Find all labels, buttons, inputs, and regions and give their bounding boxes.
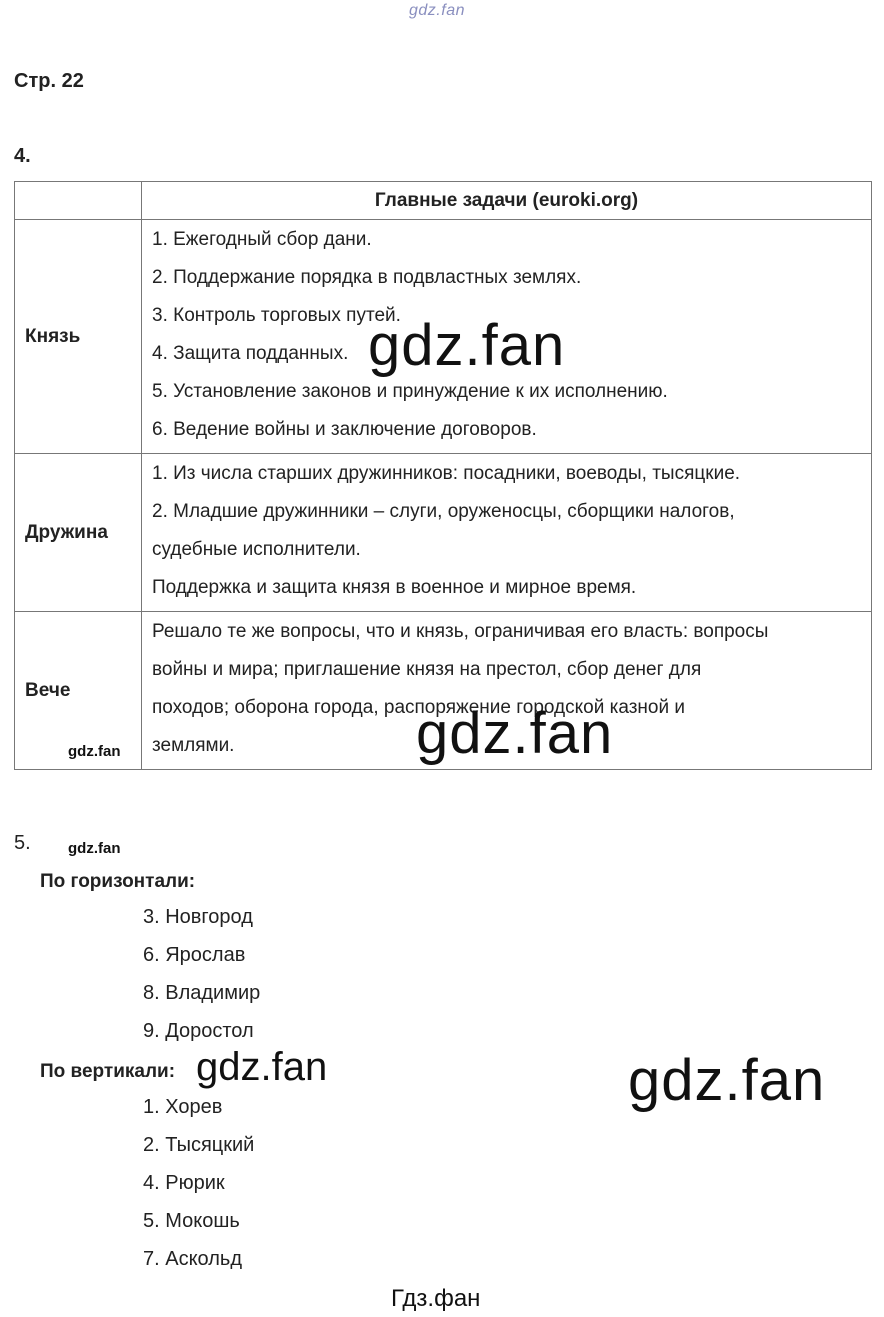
watermark-small: gdz.fan bbox=[68, 840, 121, 857]
watermark-medium: gdz.fan bbox=[196, 1045, 328, 1089]
footer-watermark: Гдз.фан bbox=[391, 1285, 481, 1312]
header-main-tasks: Главные задачи (euroki.org) bbox=[142, 182, 872, 220]
table-line: Поддержка и защита князя в военное и мирное время. bbox=[152, 577, 637, 598]
table-line: 5. Установление законов и принуждение к их исполнению. bbox=[152, 381, 668, 402]
table-line: 6. Ведение войны и заключение договоров. bbox=[152, 419, 537, 440]
table-line: 4. Защита подданных. bbox=[152, 343, 349, 364]
crossword-answer: 6. Ярослав bbox=[143, 944, 246, 966]
watermark-large: gdz.fan bbox=[368, 313, 566, 378]
tasks-table bbox=[14, 181, 872, 770]
task-4-number: 4. bbox=[14, 145, 31, 167]
watermark-small: gdz.fan bbox=[68, 743, 121, 760]
page-reference: Стр. 22 bbox=[14, 70, 84, 92]
crossword-answer: 8. Владимир bbox=[143, 982, 261, 1004]
watermark-top: gdz.fan bbox=[409, 2, 465, 19]
row-label-druzhina: Дружина bbox=[15, 454, 142, 612]
table-line: 1. Из числа старших дружинников: посадники, воеводы, тысяцкие. bbox=[152, 463, 741, 484]
table-line: Решало те же вопросы, что и князь, ограничивая его власть: вопросы bbox=[152, 621, 769, 642]
table-row-druzhina bbox=[15, 454, 872, 612]
crossword-answer: 7. Аскольд bbox=[143, 1248, 242, 1270]
horizontal-heading: По горизонтали: bbox=[40, 871, 196, 892]
task-5-number: 5. bbox=[14, 832, 31, 854]
table-line: 1. Ежегодный сбор дани. bbox=[152, 229, 372, 250]
crossword-answer: 2. Тысяцкий bbox=[143, 1134, 255, 1156]
table-line: землями. bbox=[152, 735, 235, 756]
crossword-answer: 4. Рюрик bbox=[143, 1172, 225, 1194]
table-header-row bbox=[15, 182, 872, 220]
crossword-answer: 5. Мокошь bbox=[143, 1210, 240, 1232]
table-line: 2. Младшие дружинники – слуги, оруженосцы, сборщики налогов, bbox=[152, 501, 735, 522]
table-line: 2. Поддержание порядка в подвластных землях. bbox=[152, 267, 582, 288]
row-label-veche: Вече bbox=[15, 612, 142, 770]
vertical-heading: По вертикали: bbox=[40, 1061, 176, 1082]
crossword-answer: 9. Доростол bbox=[143, 1020, 254, 1042]
watermark-large: gdz.fan bbox=[628, 1048, 826, 1113]
table-line: войны и мира; приглашение князя на престол, сбор денег для bbox=[152, 659, 702, 680]
row-label-prince: Князь bbox=[15, 220, 142, 454]
row-content-druzhina bbox=[142, 454, 872, 612]
header-empty-cell bbox=[15, 182, 142, 220]
table-line: 3. Контроль торговых путей. bbox=[152, 305, 401, 326]
crossword-answer: 3. Новгород bbox=[143, 906, 253, 928]
table-line: судебные исполнители. bbox=[152, 539, 361, 560]
table-line: походов; оборона города, распоряжение городской казной и bbox=[152, 697, 685, 718]
watermark-large: gdz.fan bbox=[416, 701, 614, 766]
crossword-answer: 1. Хорев bbox=[143, 1096, 223, 1118]
